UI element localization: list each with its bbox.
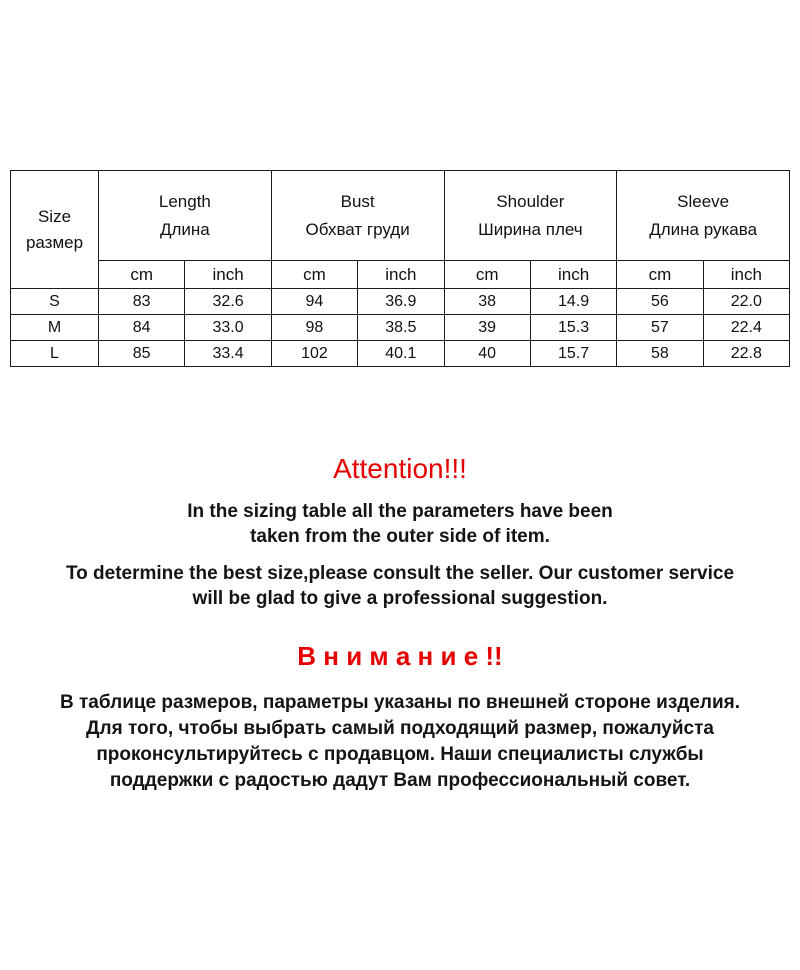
value-cell: 39 bbox=[444, 315, 530, 341]
column-header-bust-en: Bust bbox=[340, 191, 375, 211]
column-header-sleeve-en: Sleeve bbox=[677, 191, 730, 211]
value-cell: 85 bbox=[99, 341, 185, 367]
russian-notice-paragraph bbox=[0, 690, 800, 794]
notice-line: поддержки с радостью дадут Вам профессиональный совет. bbox=[109, 770, 691, 791]
column-header-shoulder-ru: Ширина плеч bbox=[478, 219, 583, 239]
english-notice-paragraph-2 bbox=[0, 561, 800, 611]
notice-line: В таблице размеров, параметры указаны по внешней стороне изделия. bbox=[59, 692, 741, 713]
size-row-l bbox=[11, 341, 790, 367]
notice-line: To determine the best size,please consult the seller. Our customer service bbox=[65, 563, 735, 584]
column-header-size-ru: размер bbox=[25, 232, 84, 252]
table-unit-row bbox=[11, 261, 790, 289]
size-chart-page bbox=[0, 170, 800, 970]
value-cell: 15.3 bbox=[530, 315, 616, 341]
value-cell: 32.6 bbox=[185, 289, 271, 315]
value-cell: 33.4 bbox=[185, 341, 271, 367]
column-header-shoulder-en: Shoulder bbox=[496, 191, 565, 211]
unit-cell-shoulder-cm: cm bbox=[444, 261, 530, 289]
value-cell: 102 bbox=[271, 341, 357, 367]
unit-cell-shoulder-inch: inch bbox=[530, 261, 616, 289]
column-header-length-en: Length bbox=[158, 191, 211, 211]
value-cell: 15.7 bbox=[530, 341, 616, 367]
size-label-cell: M bbox=[11, 315, 99, 341]
unit-cell-sleeve-cm: cm bbox=[617, 261, 703, 289]
value-cell: 56 bbox=[617, 289, 703, 315]
attention-title-ru: В н и м а н и е !! bbox=[297, 641, 503, 671]
unit-cell-sleeve-inch: inch bbox=[703, 261, 789, 289]
column-header-length bbox=[99, 171, 272, 261]
value-cell: 36.9 bbox=[358, 289, 444, 315]
unit-cell-bust-cm: cm bbox=[271, 261, 357, 289]
value-cell: 22.4 bbox=[703, 315, 789, 341]
column-header-bust bbox=[271, 171, 444, 261]
value-cell: 38.5 bbox=[358, 315, 444, 341]
value-cell: 14.9 bbox=[530, 289, 616, 315]
column-header-sleeve bbox=[617, 171, 790, 261]
notice-line: In the sizing table all the parameters have been bbox=[187, 501, 613, 522]
size-label-cell: L bbox=[11, 341, 99, 367]
column-header-shoulder bbox=[444, 171, 617, 261]
unit-cell-length-inch: inch bbox=[185, 261, 271, 289]
table-group-header-row bbox=[11, 171, 790, 261]
value-cell: 84 bbox=[99, 315, 185, 341]
notice-line: Для того, чтобы выбрать самый подходящий размер, пожалуйста bbox=[85, 718, 714, 739]
notices-section bbox=[0, 453, 800, 794]
size-chart-table bbox=[10, 170, 790, 367]
column-header-length-ru: Длина bbox=[159, 219, 210, 239]
notice-line: проконсультируйтесь с продавцом. Наши специалисты службы bbox=[96, 744, 704, 765]
notice-line: will be glad to give a professional suggestion. bbox=[192, 588, 608, 609]
unit-cell-bust-inch: inch bbox=[358, 261, 444, 289]
column-header-bust-ru: Обхват груди bbox=[305, 219, 410, 239]
size-row-m bbox=[11, 315, 790, 341]
size-label-cell: S bbox=[11, 289, 99, 315]
value-cell: 58 bbox=[617, 341, 703, 367]
unit-cell-length-cm: cm bbox=[99, 261, 185, 289]
column-header-size-en: Size bbox=[37, 206, 72, 226]
value-cell: 33.0 bbox=[185, 315, 271, 341]
column-header-size bbox=[11, 171, 99, 289]
value-cell: 94 bbox=[271, 289, 357, 315]
notice-line: taken from the outer side of item. bbox=[250, 526, 550, 547]
size-row-s bbox=[11, 289, 790, 315]
column-header-sleeve-ru: Длина рукава bbox=[649, 219, 758, 239]
value-cell: 83 bbox=[99, 289, 185, 315]
value-cell: 40.1 bbox=[358, 341, 444, 367]
value-cell: 22.0 bbox=[703, 289, 789, 315]
value-cell: 57 bbox=[617, 315, 703, 341]
value-cell: 22.8 bbox=[703, 341, 789, 367]
value-cell: 98 bbox=[271, 315, 357, 341]
value-cell: 40 bbox=[444, 341, 530, 367]
value-cell: 38 bbox=[444, 289, 530, 315]
english-notice-paragraph-1 bbox=[0, 499, 800, 549]
attention-title-en: Attention!!! bbox=[333, 453, 467, 484]
